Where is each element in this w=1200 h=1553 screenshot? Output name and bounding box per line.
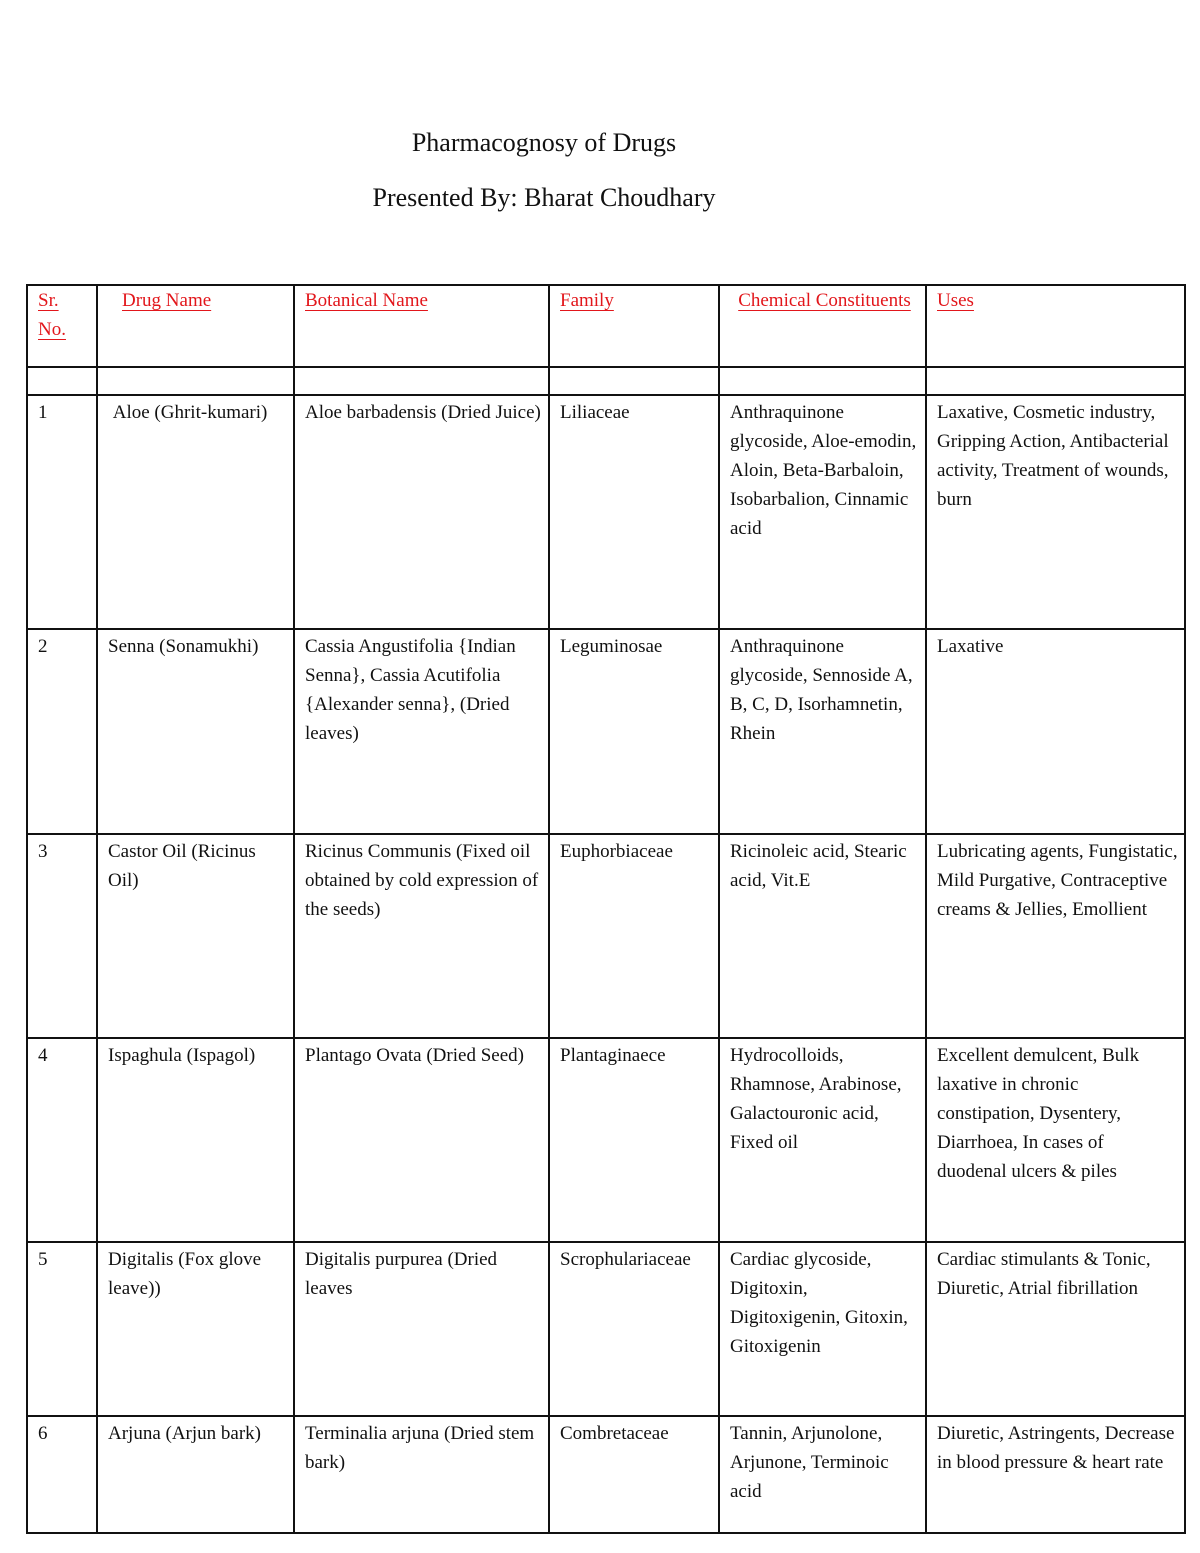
- table-row: [27, 1038, 1185, 1242]
- header-family: Family: [549, 285, 719, 367]
- document-title-block: [0, 128, 1088, 213]
- table-spacer-row: [27, 367, 1185, 395]
- cell-sr-no: 5: [27, 1242, 97, 1416]
- cell-sr-no: 6: [27, 1416, 97, 1533]
- header-chemical-constituents: Chemical Constituents: [719, 285, 926, 367]
- presenter-line: Presented By: Bharat Choudhary: [372, 183, 716, 212]
- cell-sr-no: 3: [27, 834, 97, 1038]
- table-row: [27, 1416, 1185, 1533]
- table-row: [27, 395, 1185, 629]
- cell-drug-name: Senna (Sonamukhi): [97, 629, 294, 834]
- cell-family: Plantaginaece: [549, 1038, 719, 1242]
- cell-uses: Lubricating agents, Fungistatic, Mild Purgative, Contraceptive creams & Jellies, Emollient: [926, 834, 1185, 1038]
- cell-chemical-constituents: Ricinoleic acid, Stearic acid, Vit.E: [719, 834, 926, 1038]
- cell-botanical-name: Plantago Ovata (Dried Seed): [294, 1038, 549, 1242]
- cell-chemical-constituents: Anthraquinone glycoside, Sennoside A, B, C, D, Isorhamnetin, Rhein: [719, 629, 926, 834]
- cell-botanical-name: Cassia Angustifolia {Indian Senna}, Cassia Acutifolia {Alexander senna}, (Dried leaves): [294, 629, 549, 834]
- cell-uses: Laxative, Cosmetic industry, Gripping Action, Antibacterial activity, Treatment of wounds, burn: [926, 395, 1185, 629]
- cell-sr-no: 2: [27, 629, 97, 834]
- cell-sr-no: 1: [27, 395, 97, 629]
- cell-botanical-name: Aloe barbadensis (Dried Juice): [294, 395, 549, 629]
- cell-uses: Diuretic, Astringents, Decrease in blood pressure & heart rate: [926, 1416, 1185, 1533]
- cell-family: Euphorbiaceae: [549, 834, 719, 1038]
- cell-drug-name: Arjuna (Arjun bark): [97, 1416, 294, 1533]
- document-title: Pharmacognosy of Drugs: [411, 128, 677, 157]
- table-row: [27, 834, 1185, 1038]
- cell-chemical-constituents: Cardiac glycoside, Digitoxin, Digitoxigenin, Gitoxin, Gitoxigenin: [719, 1242, 926, 1416]
- header-drug-name: Drug Name: [97, 285, 294, 367]
- table-row: [27, 1242, 1185, 1416]
- cell-chemical-constituents: Hydrocolloids, Rhamnose, Arabinose, Galactouronic acid, Fixed oil: [719, 1038, 926, 1242]
- header-sr-no: Sr. No.: [27, 285, 97, 367]
- table-row: [27, 629, 1185, 834]
- cell-botanical-name: Terminalia arjuna (Dried stem bark): [294, 1416, 549, 1533]
- cell-drug-name: Aloe (Ghrit-kumari): [97, 395, 294, 629]
- cell-chemical-constituents: Anthraquinone glycoside, Aloe-emodin, Aloin, Beta-Barbaloin, Isobarbalion, Cinnamic acid: [719, 395, 926, 629]
- cell-botanical-name: Digitalis purpurea (Dried leaves: [294, 1242, 549, 1416]
- cell-sr-no: 4: [27, 1038, 97, 1242]
- cell-uses: Laxative: [926, 629, 1185, 834]
- cell-drug-name: Castor Oil (Ricinus Oil): [97, 834, 294, 1038]
- cell-family: Scrophulariaceae: [549, 1242, 719, 1416]
- cell-chemical-constituents: Tannin, Arjunolone, Arjunone, Terminoic acid: [719, 1416, 926, 1533]
- table-header-row: [27, 285, 1185, 367]
- cell-family: Leguminosae: [549, 629, 719, 834]
- header-uses: Uses: [926, 285, 1185, 367]
- cell-botanical-name: Ricinus Communis (Fixed oil obtained by cold expression of the seeds): [294, 834, 549, 1038]
- cell-drug-name: Digitalis (Fox glove leave)): [97, 1242, 294, 1416]
- cell-drug-name: Ispaghula (Ispagol): [97, 1038, 294, 1242]
- header-botanical-name: Botanical Name: [294, 285, 549, 367]
- cell-family: Liliaceae: [549, 395, 719, 629]
- cell-uses: Cardiac stimulants & Tonic, Diuretic, Atrial fibrillation: [926, 1242, 1185, 1416]
- cell-uses: Excellent demulcent, Bulk laxative in chronic constipation, Dysentery, Diarrhoea, In cases of duodenal ulcers & piles: [926, 1038, 1185, 1242]
- drug-table: [26, 284, 1186, 1534]
- cell-family: Combretaceae: [549, 1416, 719, 1533]
